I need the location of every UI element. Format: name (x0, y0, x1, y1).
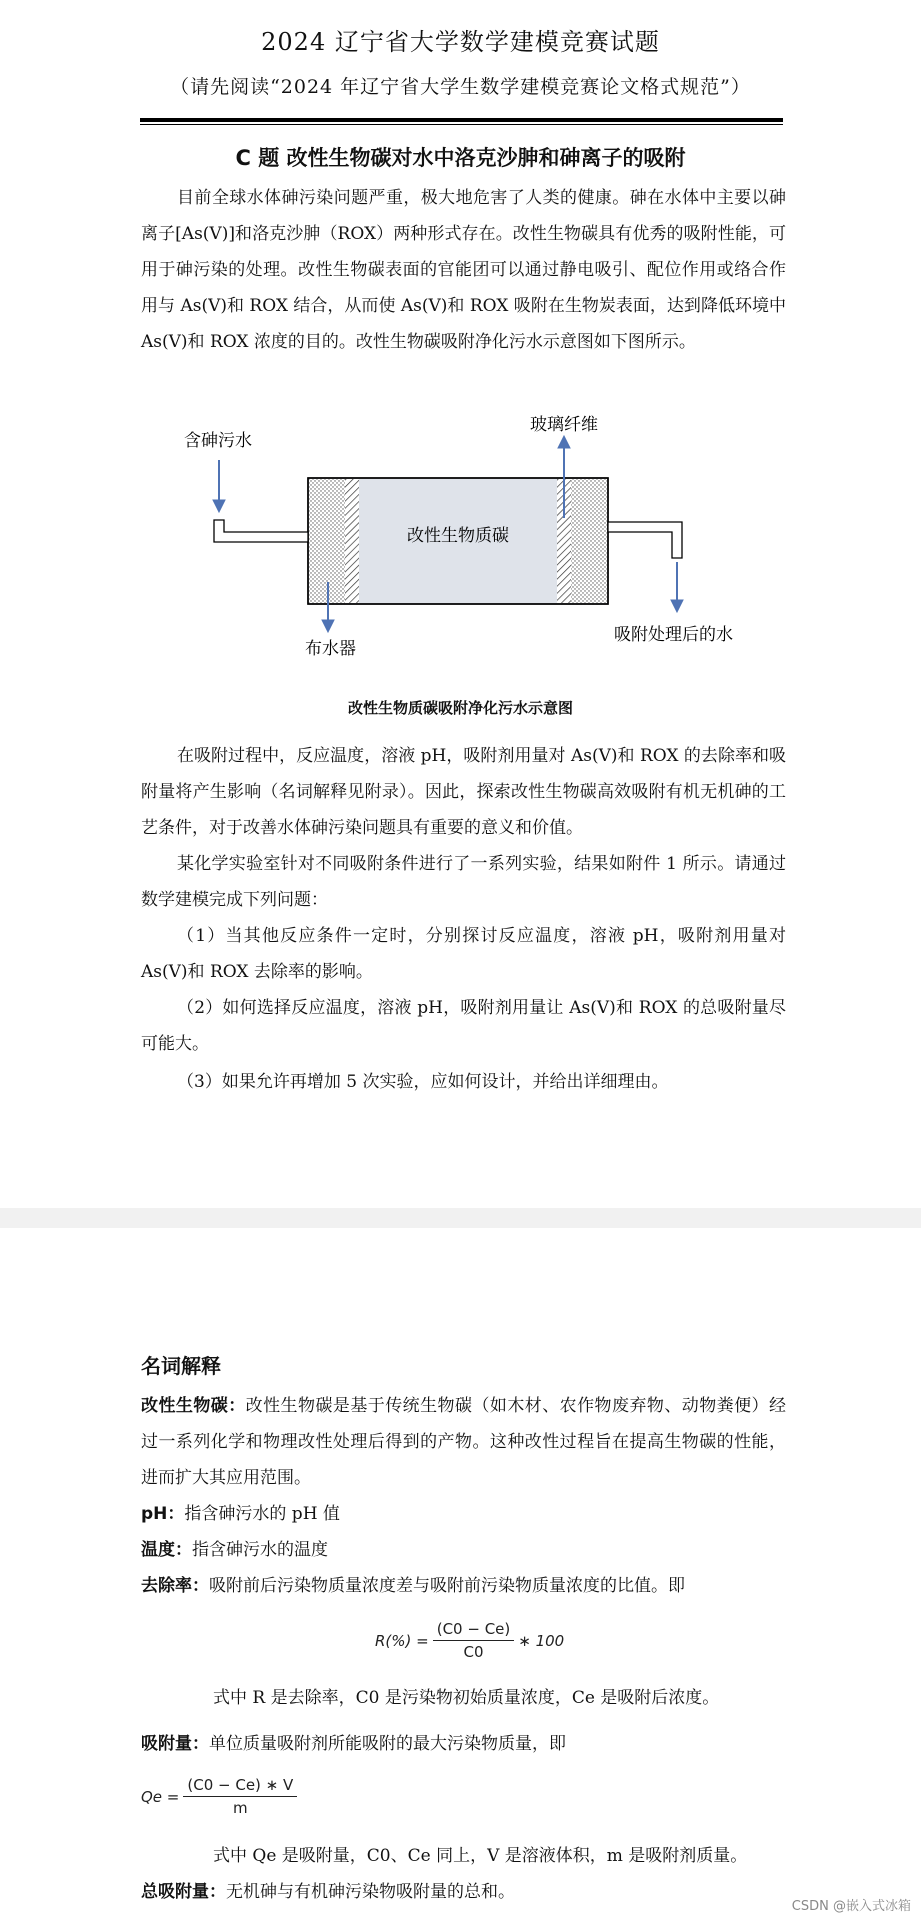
formula1-note: 式中 R 是去除率，C0 是污染物初始质量浓度，Ce 是吸附后浓度。 (213, 1688, 720, 1708)
header-rule-thin (140, 124, 783, 125)
term-adsorption: 吸附量： (141, 1734, 209, 1754)
def-total-adsorption: 无机砷与有机砷污染物吸附量的总和。 (226, 1882, 515, 1902)
diagram-inlet-pipe (214, 520, 308, 542)
diagram-glass-fiber-label: 玻璃纤维 (530, 415, 598, 435)
term-temperature: 温度： (141, 1540, 192, 1560)
watermark: CSDN @嵌入式冰箱 (791, 1899, 911, 1914)
formula2-fraction (183, 1776, 297, 1817)
term-ph: pH： (141, 1504, 185, 1524)
glossary-ph (141, 1496, 786, 1532)
question-3: （3）如果允许再增加 5 次实验，应如何设计，并给出详细理由。 (177, 1072, 669, 1092)
formula1-denominator: C0 (463, 1643, 484, 1661)
removal-rate-formula (375, 1620, 564, 1661)
task-paragraph: 某化学实验室针对不同吸附条件进行了一系列实验，结果如附件 1 所示。请通过数学建模完成下列问题： (141, 854, 786, 910)
glossary-heading: 名词解释 (141, 1354, 221, 1378)
adsorption-formula (141, 1776, 301, 1817)
formula2-lhs: Qe = (141, 1787, 180, 1806)
figure-caption: 改性生物质碳吸附净化污水示意图 (347, 699, 573, 717)
process-paragraph: 在吸附过程中，反应温度，溶液 pH，吸附剂用量对 As(V)和 ROX 的去除率和吸附量将产生影响（名词解释见附录）。因此，探索改性生物碳高效吸附有机无机砷的工艺条件，对于改善水体砷污染问题具有重要的意义和价值。 (141, 746, 786, 838)
diagram-left-fiber (345, 479, 359, 603)
formula1-tail: ∗ 100 (518, 1631, 565, 1650)
formula2-denominator: m (233, 1799, 248, 1817)
def-adsorption: 单位质量吸附剂所能吸附的最大污染物质量，即 (209, 1734, 566, 1754)
diagram-inlet-label: 含砷污水 (184, 431, 252, 451)
question-2: （2）如何选择反应温度，溶液 pH，吸附剂用量让 As(V)和 ROX 的总吸附量尽可能大。 (141, 998, 786, 1054)
formula2-numerator: (C0 − Ce) ∗ V (183, 1776, 297, 1797)
diagram-outlet-arrow (671, 562, 683, 612)
competition-subtitle: （请先阅读“2024 年辽宁省大学生数学建模竞赛论文格式规范”） (170, 76, 751, 98)
header-rule-thick (140, 118, 783, 122)
problem-title: C 题 改性生物碳对水中洛克沙胂和砷离子的吸附 (235, 146, 686, 170)
diagram-center-label: 改性生物质碳 (407, 526, 509, 546)
question-1: （1）当其他反应条件一定时，分别探讨反应温度，溶液 pH，吸附剂用量对 As(V)和 ROX 去除率的影响。 (141, 926, 786, 982)
term-biochar: 改性生物碳： (141, 1396, 246, 1416)
formula1-fraction (433, 1620, 515, 1661)
glossary-adsorption (141, 1726, 786, 1762)
glossary-temperature (141, 1532, 786, 1568)
formula1-numerator: (C0 − Ce) (433, 1620, 515, 1641)
formula2-note: 式中 Qe 是吸附量，C0、Ce 同上，V 是溶液体积，m 是吸附剂质量。 (213, 1846, 748, 1866)
glossary-total-adsorption (141, 1874, 786, 1910)
diagram-right-distributor (571, 479, 607, 603)
diagram-inlet-arrow (213, 460, 225, 512)
diagram-outlet-pipe (608, 522, 682, 558)
glossary-removal-rate (141, 1568, 786, 1604)
def-ph: 指含砷污水的 pH 值 (184, 1504, 340, 1524)
adsorption-diagram (160, 410, 780, 680)
glossary-biochar (141, 1388, 786, 1496)
intro-paragraph: 目前全球水体砷污染问题严重，极大地危害了人类的健康。砷在水体中主要以砷离子[As(V)]和洛克沙胂（ROX）两种形式存在。改性生物碳具有优秀的吸附性能，可用于砷污染的处理。改性生物碳表面的官能团可以通过静电吸引、配位作用或络合作用与 As(V)和 ROX 结合，从而使 As(V)和 ROX 吸附在生物炭表面，达到降低环境中 As(V)和 ROX 浓度的目的。改性生物碳吸附净化污水示意图如下图所示。 (141, 188, 786, 352)
formula1-lhs: R(%) = (375, 1631, 429, 1650)
def-temperature: 指含砷污水的温度 (192, 1540, 328, 1560)
term-total-adsorption: 总吸附量： (141, 1882, 226, 1902)
diagram-outlet-label: 吸附处理后的水 (614, 625, 733, 645)
term-removal-rate: 去除率： (141, 1576, 209, 1596)
def-removal-rate: 吸附前后污染物质量浓度差与吸附前污染物质量浓度的比值。即 (209, 1576, 685, 1596)
def-biochar: 改性生物碳是基于传统生物碳（如木材、农作物废弃物、动物粪便）经过一系列化学和物理改性处理后得到的产物。这种改性过程旨在提高生物碳的性能，进而扩大其应用范围。 (141, 1396, 787, 1488)
competition-title: 2024 辽宁省大学数学建模竞赛试题 (261, 28, 660, 56)
diagram-distributor-label: 布水器 (305, 639, 356, 659)
